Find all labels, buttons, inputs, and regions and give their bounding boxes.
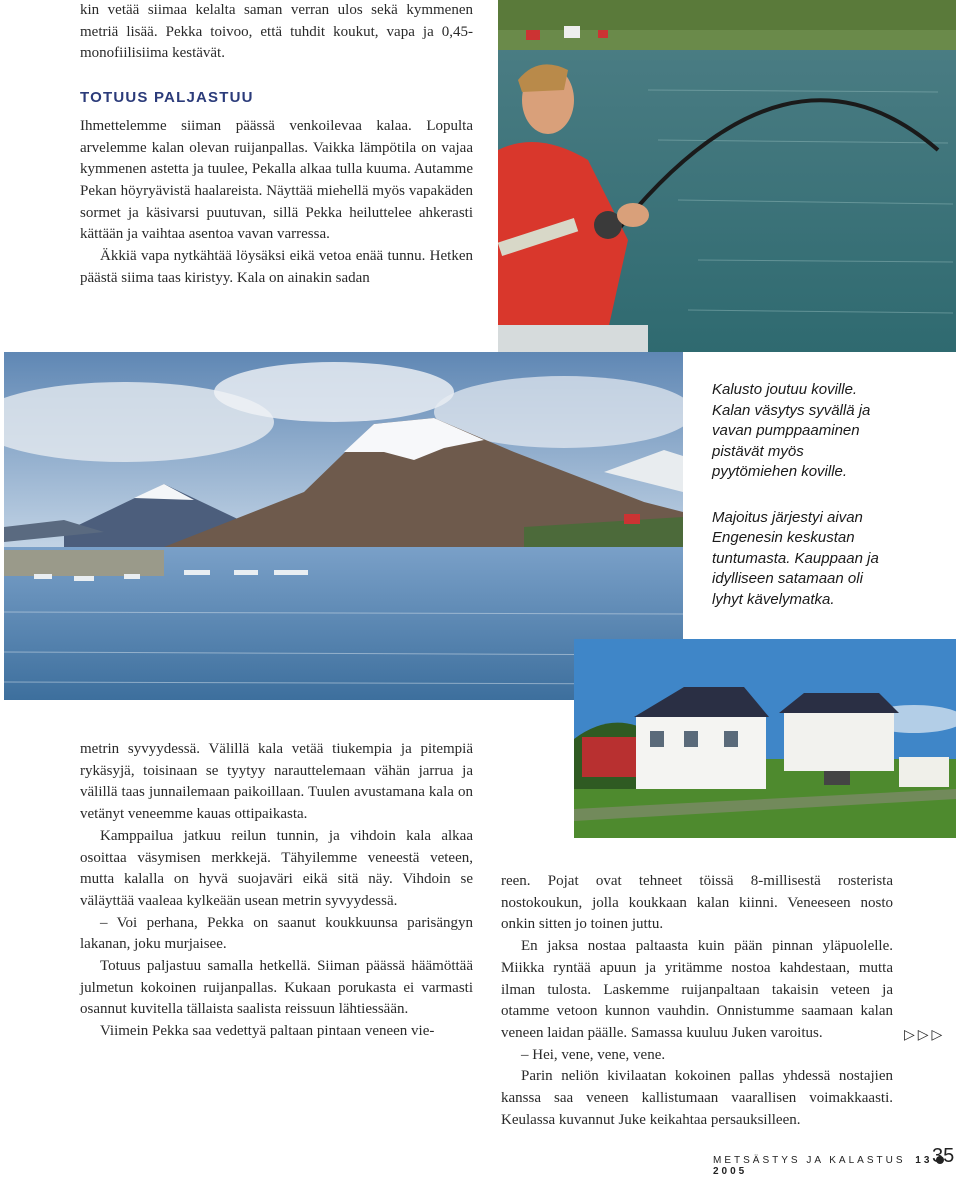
body-paragraph: Ihmettelemme siiman päässä venkoilevaa kalaa. Lopulta arvelemme kalan olevan ruijanpallas. Vaikka lämpötila on vajaa kymmenen astetta ja tuulee, Pekalla alkaa tulla kuuma. Autamme Pekan höyryävistä haalareista. Näyttää miehellä myös vapakäden sormet ja käsivarsi puutuvan, sillä Pekka heiluttelee ahkerasti kättään ja vaihtaa asentoa vavan varressa.: [80, 117, 473, 243]
continue-arrows: ▷▷▷: [904, 1027, 946, 1043]
body-paragraph: Kamppailua jatkuu reilun tunnin, ja vihdoin kala alkaa osoittaa väsymisen merkkejä. Tähyilemme veneestä veteen, mutta kalalla on hyvä suojaväri eikä sitä näy. Vihdoin se väläyttää vaaleaa kylkeään usean metrin syvyydessä.: [80, 827, 473, 909]
dialogue-paragraph: – Hei, vene, vene, vene.: [521, 1046, 666, 1063]
caption-angler: Kalusto joutuu koville. Kalan väsytys syvällä ja vavan pumppaaminen pistävät myös pyytömiehen koville.: [712, 381, 871, 480]
magazine-name: METSÄSTYS JA KALASTUS: [713, 1155, 906, 1166]
page-number: 35: [932, 1145, 955, 1167]
body-paragraph: En jaksa nostaa paltaasta kuin pään pinnan yläpuolelle. Miikka ryntää apuun ja yritämme nostoa kahdestaan, mutta ilman tulosta. Laskemme ruijanpaltaan takaisin veteen ja otamme vetoon kunnon vauhdin. Onnistumme saamaan kalan veneen laidan päälle. Samassa kuuluu Juken varoitus.: [501, 938, 893, 1041]
column2-text: [501, 871, 893, 1131]
body-paragraph: Äkkiä vapa nytkähtää löysäksi eikä vetoa enää tunnu. Hetken päästä siima taas kiristyy. Kala on ainakin sadan: [80, 248, 473, 286]
body-paragraph: Parin neliön kivilaatan kokoinen pallas yhdessä nostajien kanssa saa veneen kallistumaan vaarallisen voimakkaasti. Keulassa kuvannut Juke keikahtaa persauksilleen.: [501, 1068, 893, 1128]
column1-bottom-text: [80, 739, 473, 1043]
intro-paragraph: kin vetää siimaa kelalta saman verran ulos sekä kymmenen metriä lisää. Pekka toivoo, että tuhdit koukut, vapa ja 0,45-monofiilisiima kestävät.: [80, 2, 473, 62]
photo-white-houses: [574, 639, 956, 838]
column1-top-text: [80, 0, 473, 289]
photo-captions: [712, 380, 890, 626]
dialogue-paragraph: – Voi perhana, Pekka on saanut koukkuunsa parisängyn lakanan, joku murjaisee.: [80, 914, 473, 953]
issue-number: 13: [915, 1155, 933, 1166]
body-paragraph: metrin syvyydessä. Välillä kala vetää tiukempia ja pitempiä rykäsyjä, toisinaan se tyytyy narauttelemaan vähän jarrua ja välillä taas junnailemaan paikoillaan. Tuulen avustamana kala on vetänyt veneemme kauas ottipaikasta.: [80, 741, 473, 823]
section-heading: TOTUUS PALJASTUU: [80, 89, 254, 107]
caption-accommodation: Majoitus järjestyi aivan Engenesin keskustan tuntumasta. Kauppaan ja idylliseen satamaan oli lyhyt kävelymatka.: [712, 508, 879, 608]
footer: [713, 1155, 960, 1177]
issue-year: 2005: [713, 1166, 748, 1177]
body-paragraph: reen. Pojat ovat tehneet töissä 8-millisestä rosterista nostokoukun, jolla koukkaan kalan kiinni. Veneeseen nosto onkin sitten jo toinen juttu.: [501, 873, 893, 933]
body-paragraph: Viimein Pekka saa vedettyä paltaan pintaan veneen vie-: [100, 1023, 435, 1040]
photo-angler-bent-rod: [498, 0, 956, 352]
body-paragraph: Totuus paljastuu samalla hetkellä. Siiman päässä häämöttää julmetun kokoinen ruijanpallas. Kukaan porukasta ei varmasti osannut kuvitella tällaista saalista reissuun lähtiessään.: [80, 958, 473, 1018]
